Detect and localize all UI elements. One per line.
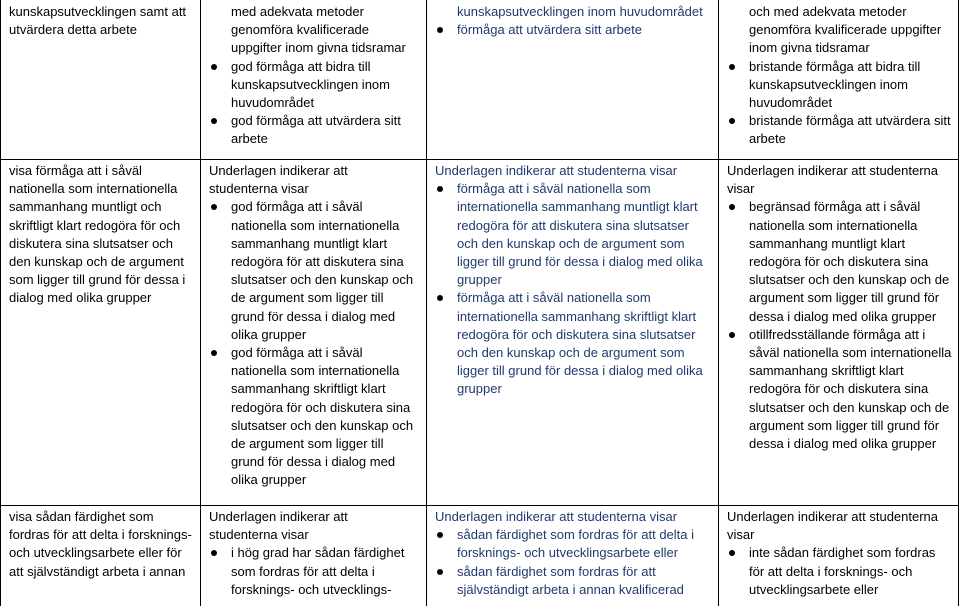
cell-intro-text: Underlagen indikerar att studenterna visar (209, 509, 348, 543)
cell-r2-inadequate (719, 160, 958, 505)
bullet-item: begränsad förmåga att i såväl nationella som internationella sammanhang muntligt klart redogöra för och diskutera sina slutsatser och den kunskap och de argument som ligger till grund för dessa i dialog med olika grupper (727, 198, 952, 325)
cell-r3-high-quality (201, 506, 426, 606)
bullet-list (209, 198, 420, 489)
bullet-list (435, 526, 712, 599)
bullet-item: sådan färdighet som fordras för att självständigt arbeta i annan kvalificerad (435, 563, 712, 599)
bullet-list (435, 3, 712, 39)
bullet-item: förmåga att i såväl nationella som internationella sammanhang muntligt klart redogöra för att diskutera sina slutsatser och den kunskap och de argument som ligger till grund för dessa i dialog med olika grupper (435, 180, 712, 289)
cell-r3-high-quality-pass (427, 506, 718, 606)
cell-intro-text: kunskapsutvecklingen samt att utvärdera detta arbete (9, 4, 187, 38)
bullet-item: förmåga att utvärdera sitt arbete (435, 21, 712, 39)
cell-intro-text: Underlagen indikerar att studenterna visar (209, 163, 348, 197)
cell-r1-criterion (1, 1, 200, 159)
bullet-item: otillfredsställande förmåga att i såväl nationella som internationella sammanhang skriftligt klart redogöra för och diskutera sina slutsatser och den kunskap och de argument som ligger till grund för dessa i dialog med olika grupper (727, 326, 952, 453)
cell-r1-high-quality-pass (427, 1, 718, 159)
cell-intro-text: Underlagen indikerar att studenterna visar (727, 509, 939, 543)
bullet-item: kunskapsutvecklingen inom huvudområdet (457, 4, 703, 19)
bullet-item: inte sådan färdighet som fordras för att delta i forsknings- och utvecklingsarbete eller (727, 544, 952, 599)
bullet-item: god förmåga att utvärdera sitt arbete (209, 112, 420, 148)
cell-r3-inadequate (719, 506, 958, 606)
bullet-list (209, 544, 420, 599)
cell-intro-text: visa sådan färdighet som fordras för att delta i forsknings- och utvecklingsarbete eller för att självständigt arbeta i annan (9, 509, 192, 579)
bullet-item: och med adekvata metoder genomföra kvalificerade uppgifter inom givna tidsramar (749, 4, 942, 56)
bullet-item: med adekvata metoder genomföra kvalificerade uppgifter inom givna tidsramar (231, 4, 406, 56)
cell-r2-high-quality-pass (427, 160, 718, 505)
bullet-item: bristande förmåga att bidra till kunskapsutvecklingen inom huvudområdet (727, 58, 952, 113)
cell-r2-high-quality (201, 160, 426, 505)
cell-r2-criterion (1, 160, 200, 505)
bullet-list (727, 3, 952, 149)
cell-intro-text: visa förmåga att i såväl nationella som internationella sammanhang muntligt och skriftligt klart redogöra för och diskutera sina slutsatser och den kunskap och de argument som ligger till grund för dessa i dialog med olika grupper (9, 163, 186, 306)
bullet-item: god förmåga att i såväl nationella som internationella sammanhang muntligt klart redogöra för att diskutera sina slutsatser och den kunskap och de argument som ligger till grund för dessa i dialog med olika grupper (209, 198, 420, 344)
cell-intro-text: Underlagen indikerar att studenterna visar (435, 163, 678, 178)
bullet-list (209, 3, 420, 149)
bullet-item: förmåga att i såväl nationella som internationella sammanhang skriftligt klart redogöra för och diskutera sina slutsatser och den kunskap och de argument som ligger till grund för dessa i dialog med olika grupper (435, 289, 712, 398)
cell-r1-inadequate (719, 1, 958, 159)
bullet-item: i hög grad har sådan färdighet som fordras för att delta i forsknings- och utvecklings- (209, 544, 420, 599)
bullet-list (727, 544, 952, 599)
bullet-item: bristande förmåga att utvärdera sitt arbete (727, 112, 952, 148)
cell-r3-criterion (1, 506, 200, 606)
bullet-list (727, 198, 952, 453)
cell-r1-high-quality (201, 1, 426, 159)
bullet-item: god förmåga att bidra till kunskapsutvecklingen inom huvudområdet (209, 58, 420, 113)
bullet-item: sådan färdighet som fordras för att delta i forsknings- och utvecklingsarbete eller (435, 526, 712, 562)
bullet-item: god förmåga att i såväl nationella som internationella sammanhang skriftligt klart redogöra för och diskutera sina slutsatser och den kunskap och de argument som ligger till grund för dessa i dialog med olika grupper (209, 344, 420, 490)
cell-intro-text: Underlagen indikerar att studenterna visar (727, 163, 939, 197)
cell-intro-text: Underlagen indikerar att studenterna visar (435, 509, 678, 524)
bullet-list (435, 180, 712, 398)
